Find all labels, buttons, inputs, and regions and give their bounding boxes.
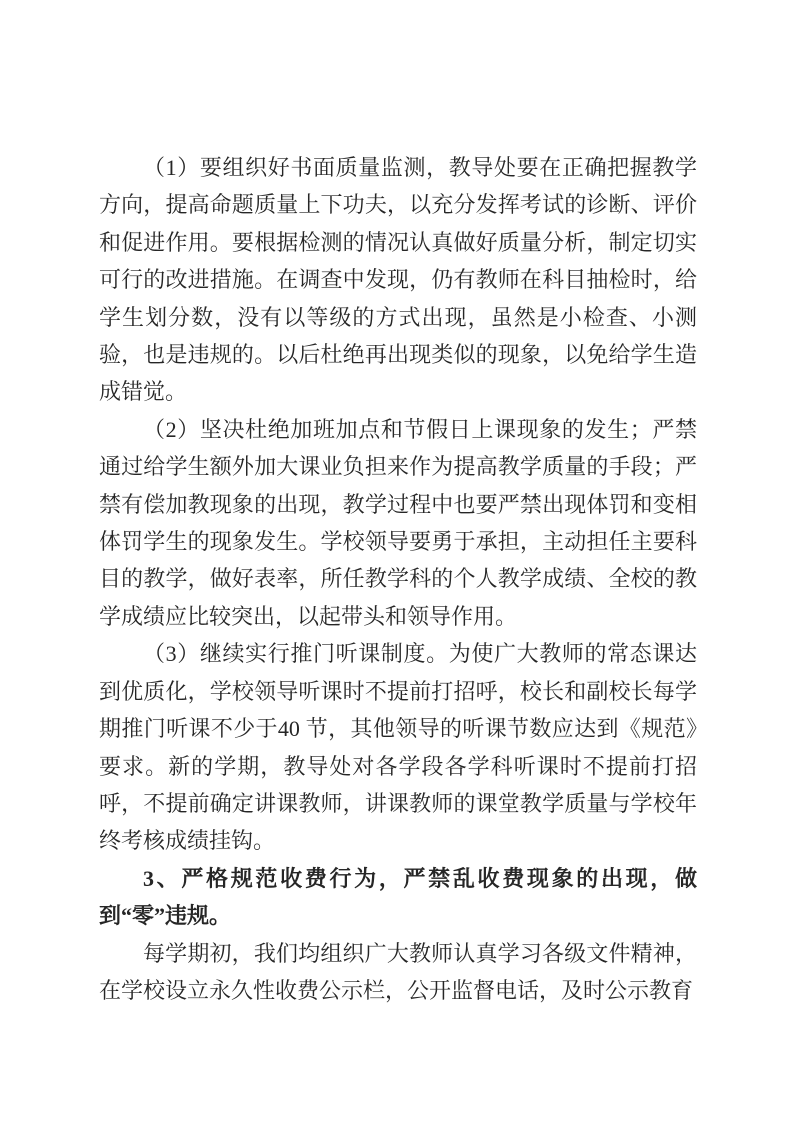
paragraph-no-overtime-classes: （2）坚决杜绝加班加点和节假日上课现象的发生；严禁通过给学生额外加大课业负担来作为提高教学质量的手段；严禁有偿加教现象的出现，教学过程中也要严禁出现体罚和变相体罚学生的现象发生。学校领导要勇于承担，主动担任主要科目的教学，做好表率，所任教学科的个人教学成绩、全校的教学成绩应比较突出，以起带头和领导作用。	[99, 416, 697, 629]
paragraph-quality-monitoring: （1）要组织好书面质量监测，教导处要在正确把握教学方向，提高命题质量上下功夫，以充分发挥考试的诊断、评价和促进作用。要根据检测的情况认真做好质量分析，制定切实可行的改进措施。在调查中发现，仍有教师在科目抽检时，给学生划分数，没有以等级的方式出现，虽然是小检查、小测验，也是违规的。以后杜绝再出现类似的现象，以免给学生造成错觉。	[99, 155, 697, 405]
paragraph-fee-publicity: 每学期初，我们均组织广大教师认真学习各级文件精神，在学校设立永久性收费公示栏，公开监督电话，及时公示教育	[99, 940, 697, 1003]
paragraph-heading-fee-regulation: 3、严格规范收费行为，严禁乱收费现象的出现，做到“零”违规。	[99, 865, 697, 929]
paragraph-lesson-observation: （3）继续实行推门听课制度。为使广大教师的常态课达到优质化，学校领导听课时不提前打招呼，校长和副校长每学期推门听课不少于40 节，其他领导的听课节数应达到《规范》要求。新的学期，教导处对各学段各学科听课时不提前打招呼，不提前确定讲课教师，讲课教师的课堂教学质量与学校年终考核成绩挂钩。	[99, 641, 697, 854]
document-body	[99, 149, 697, 1009]
